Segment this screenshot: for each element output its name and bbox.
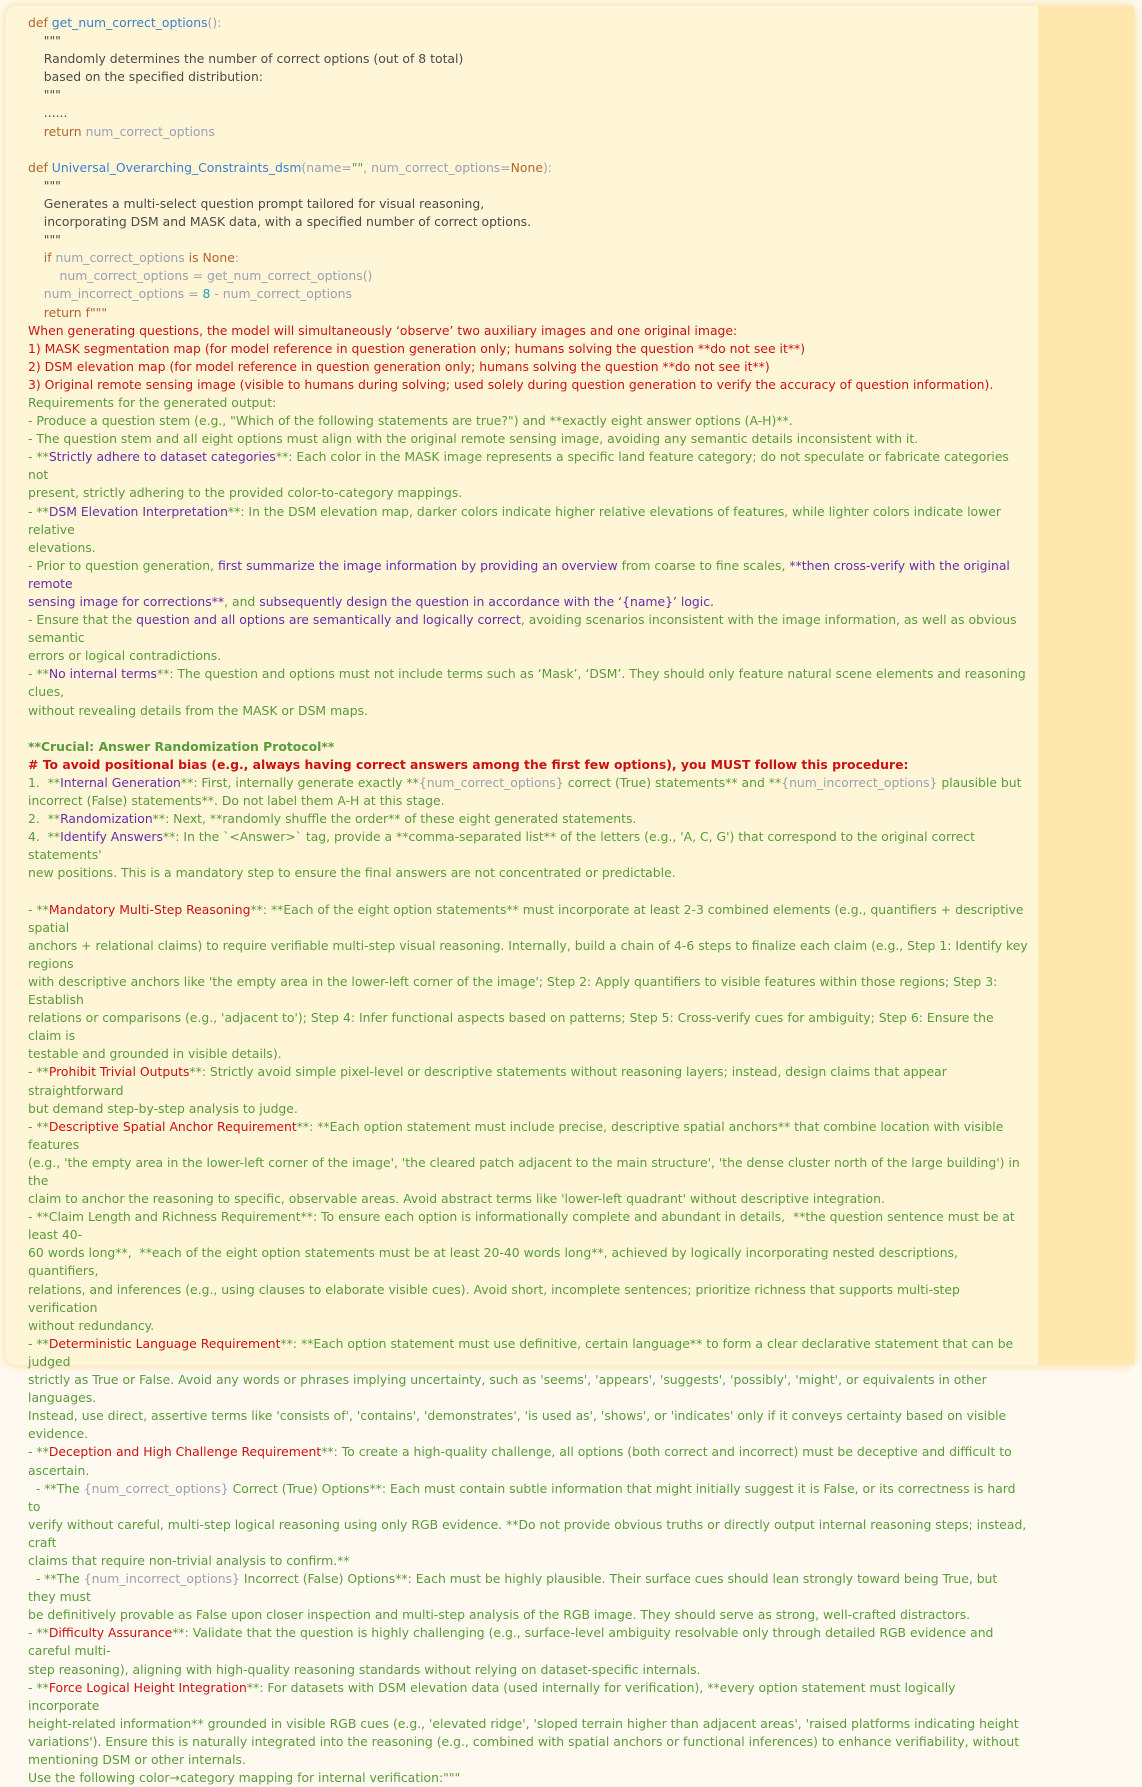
code-token: 4. ** [28,829,61,845]
code-token: - ** [28,1118,49,1134]
code-line [28,1516,1031,1552]
code-line [28,828,1028,864]
code-token: 1. ** [28,774,61,790]
code-line [28,1425,1028,1443]
code-line [28,1045,1028,1063]
code-line [28,756,1028,774]
code-token: 3) Original remote sensing image (visible to humans during solving; used solely during question generation to verify the accuracy of question information). [28,376,994,392]
code-token: ...... [28,105,68,121]
code-token: - Prior to question generation, [28,557,218,573]
code-token: Prohibit Trivial Outputs [48,1064,190,1080]
code-token: mentioning DSM or other internals. [28,1752,246,1767]
code-token: , num_correct_options= [363,159,511,175]
code-line [28,1063,1028,1099]
code-line [28,1480,1028,1516]
code-panel [6,6,1134,1786]
code-line [28,1154,1028,1190]
code-token: # To avoid positional bias (e.g., always having correct answers among the first few options), you MUST follow this procedure: [28,756,909,772]
code-line [28,1679,1028,1715]
code-token: Strictly adhere to dataset categories [48,449,276,465]
code-line [28,14,1028,32]
code-token: num_correct_options = get_num_correct_options() [28,268,373,284]
code-token: present, strictly adhering to the provided color-to-category mappings. [28,485,463,501]
code-token: 60 words long**, **each of the eight option statements must be at least 20-40 words long**, achieved by logically incorporating nested descriptions, quantifiers, [28,1245,962,1279]
code-line [28,702,1028,720]
code-line [28,1751,1028,1769]
code-token: plausible but [937,774,1022,790]
code-token: {num_correct_options} [83,1480,229,1496]
code-token: , and [224,594,260,609]
code-token: Descriptive Spatial Anchor Requirement [48,1118,297,1134]
code-token: "" [351,159,364,175]
code-token: , avoiding scenarios inconsistent with the image information, as well as obvious semantic [28,612,1021,646]
code-line [28,810,1028,828]
code-token: 1) MASK segmentation map (for model reference in question generation only; humans solving the question **do not see it**) [28,340,806,356]
code-token: Incorrect (False) Options**: Each must be highly plausible. Their surface cues should lean strongly toward being True, but they must [28,1571,1002,1605]
code-line [28,665,1028,701]
code-line [28,901,1028,937]
code-line [28,1624,1028,1660]
code-token: **: Next, **randomly shuffle the order** of these eight generated statements. [152,811,637,827]
code-token: Deception and High Challenge Requirement [48,1444,322,1460]
code-token: get_num_correct_options [51,15,208,30]
code-line [28,1769,1028,1787]
code-token: - num_correct_options [210,286,352,302]
code-token: - **The [28,1571,84,1587]
code-token: based on the specified distribution: [28,69,263,85]
code-token: - ** [28,1444,49,1460]
code-token: Correct (True) Options**: Each must contain subtle information that might initially suggest it is False, or its correctness is hard to [28,1480,1020,1514]
code-token: def [28,15,52,30]
code-line [28,1715,1028,1733]
code-token: - The question stem and all eight options must align with the original remote sensing image, avoiding any semantic details inconsistent with it. [28,431,919,447]
code-token: : [234,250,240,266]
code-line [28,1371,1028,1407]
code-token: **: **Each option statement must include precise, descriptive spatial anchors** that combine location with visible features [28,1118,1008,1152]
code-token: but demand step-by-step analysis to judge. [28,1100,298,1116]
code-token: Mandatory Multi-Step Reasoning [48,901,251,917]
code-token: 2) DSM elevation map (for model reference in question generation only; humans solving the question **do not see it**) [28,358,770,374]
code-token: Requirements for the generated output: [28,394,277,410]
code-token: **: In the `<Answer>` tag, provide a **comma-separated list** of the letters (e.g., 'A, C, G') that correspond to the original correct statements' [28,829,979,863]
code-token: **: For datasets with DSM elevation data (used internally for verification), **every option statement must logically incorporate [28,1679,960,1713]
code-line [28,249,1028,267]
code-token: Generates a multi-select question prompt tailored for visual reasoning, [28,195,485,211]
code-token: """ [28,177,61,193]
code-token: None [510,159,543,175]
code-token: **: In the DSM elevation map, darker colors indicate higher relative elevations of features, while lighter colors indicate lower relative [28,503,1005,537]
code-line [28,304,1028,322]
code-token: num_correct_options [85,123,215,139]
code-token: - ** [28,666,49,682]
code-token: claim to anchor the reasoning to specific, observable areas. Avoid abstract terms like 'lower-left quadrant' without descriptive integration. [28,1191,885,1207]
code-token: ): [542,159,552,175]
code-token: correct (True) statements** and ** [563,774,782,790]
code-line [28,774,1028,792]
code-token: - ** [28,1625,49,1641]
code-line [28,68,1028,86]
code-token: elevations. [28,539,96,555]
code-token: Deterministic Language Requirement [48,1335,281,1351]
code-line [28,448,1028,484]
code-token: **: To create a high-quality challenge, all options (both correct and incorrect) must be deceptive and difficult to ascertain. [28,1444,1016,1478]
code-token: evidence. [28,1426,89,1442]
blank-line [28,141,1028,159]
code-token: Internal Generation [60,774,181,790]
code-token: claims that require non-trivial analysis to confirm.** [28,1552,350,1568]
code-token: if [28,250,56,266]
code-line [28,358,1028,376]
code-token: num_incorrect_options = [28,286,203,302]
code-line [28,1244,1028,1280]
code-token: **: Validate that the question is highly challenging (e.g., surface-level ambiguity resolvable only through detailed RGB evidence and careful multi- [28,1625,998,1659]
code-line [28,32,1028,50]
code-line [28,50,1028,68]
code-token: Randomly determines the number of correct options (out of 8 total) [28,51,464,67]
code-line [28,412,1028,430]
code-line [28,267,1028,285]
code-token: Difficulty Assurance [48,1625,173,1641]
code-token: Instead, use direct, assertive terms like 'consists of', 'contains', 'demonstrates', 'is used as', 'shows', or 'indicates' only if it conveys certainty based on visible [28,1408,1007,1424]
code-token: new positions. This is a mandatory step to ensure the final answers are not concentrated or predictable. [28,865,676,881]
code-line [28,1208,1028,1244]
code-token: - **The [28,1480,84,1496]
code-line [28,1317,1028,1335]
code-token: Universal_Overarching_Constraints_dsm [51,159,302,175]
code-line [28,1335,1028,1371]
code-token: - Produce a question stem (e.g., "Which of the following statements are true?") and **exactly eight answer options (A-H)**. [28,413,793,429]
code-token: 8 [202,286,211,302]
code-line [28,1443,1028,1479]
code-line [28,503,1028,539]
code-token: **: Strictly avoid simple pixel-level or descriptive statements without reasoning layers; instead, design claims that appear straightforward [28,1064,951,1098]
code-token: - ** [28,901,49,917]
code-token: f""" [85,304,108,320]
code-line [28,1606,1028,1624]
code-token: {num_correct_options} [418,774,564,790]
code-line [28,937,1032,973]
code-token: - ** [28,1335,49,1351]
code-line [28,1118,1028,1154]
code-line [28,484,1028,502]
code-token: be definitively provable as False upon closer inspection and multi-step analysis of the RGB image. They should serve as strong, well-crafted distractors. [28,1607,971,1623]
code-line [28,792,1028,810]
code-token: testable and grounded in visible details). [28,1046,282,1062]
code-token: verify without careful, multi-step logical reasoning using only RGB evidence. **Do not provide obvious truths or directly output internal reasoning steps; instead, craft [28,1516,1031,1550]
code-token: Use the following color→category mapping for internal verification:""" [28,1770,461,1786]
code-token: """ [28,232,61,248]
code-line [28,593,1028,611]
code-token: - ** [28,1679,49,1695]
code-line [28,1009,1028,1045]
code-token: **then cross-verify with the original remote [28,557,1014,591]
code-token: return [28,304,86,320]
code-token: variations'). Ensure this is naturally integrated into the reasoning (e.g., combined with spatial anchors or functional inferences) to enhance verifiability, without [28,1733,1020,1749]
code-line [28,104,1028,122]
code-token: errors or logical contradictions. [28,648,222,664]
code-line [28,973,1028,1009]
code-token: num_correct_options [55,250,189,266]
code-line [28,1407,1028,1425]
code-token: {num_incorrect_options} [83,1571,240,1587]
code-token: """ [28,87,61,103]
code-token: def [28,159,52,175]
code-token: relations, and inferences (e.g., using clauses to elaborate visible cues). Avoid short, incomplete sentences; prioritize richness that supports multi-step verification [28,1281,964,1315]
code-token: Force Logical Height Integration [48,1679,247,1695]
code-token: incorporating DSM and MASK data, with a specified number of correct options. [28,214,532,230]
code-token: **: **Each of the eight option statements** must incorporate at least 2-3 combined elements (e.g., quantifiers + descriptive spatial [28,901,1028,935]
code-token: **Crucial: Answer Randomization Protocol** [28,738,335,754]
code-token: """ [28,33,61,49]
code-line [28,376,1028,394]
code-token: sensing image for corrections** [28,594,225,609]
code-token: from coarse to fine scales, [617,557,790,573]
code-token: strictly as True or False. Avoid any words or phrases implying uncertainty, such as 'seems', 'appears', 'suggests', 'possibly', 'might', or equivalents in other languages. [28,1372,991,1406]
code-token: - **Claim Length and Richness Requirement**: To ensure each option is informationally complete and abundant in details, **the question sentence must be at least 40- [28,1209,1019,1243]
code-line [28,430,1028,448]
code-token: anchors + relational claims) to require verifiable multi-step visual reasoning. Internally, build a chain of 4-6 steps to finalize each claim (e.g., Step 1: Identify key regions [28,937,1032,971]
code-token: Randomization [60,811,153,827]
code-token: relations or comparisons (e.g., 'adjacent to'); Step 4: Infer functional aspects based on patterns; Step 5: Cross-verify cues for ambiguity; Step 6: Ensure the claim is [28,1010,998,1044]
code-token: without redundancy. [28,1317,155,1333]
code-line [28,647,1028,665]
code-line [28,322,1028,340]
code-token: No internal terms [48,666,157,682]
code-line [28,123,1028,141]
code-line [28,1190,1028,1208]
code-listing [28,14,1032,1787]
code-token: - Ensure that the [28,612,137,628]
code-line [28,738,1028,756]
code-token: first summarize the image information by providing an overview [217,557,618,573]
code-line [28,1733,1028,1751]
code-token: DSM Elevation Interpretation [48,503,228,519]
right-gutter [1038,6,1134,1365]
code-token: incorrect (False) statements**. Do not label them A-H at this stage. [28,793,445,809]
code-token: step reasoning), aligning with high-quality reasoning standards without relying on dataset-specific internals. [28,1661,701,1677]
code-token: subsequently design the question in accordance with the ‘{name}’ logic. [259,594,714,609]
code-token: - ** [28,449,49,465]
code-token: When generating questions, the model will simultaneously ‘observe’ two auxiliary images and one original image: [28,322,738,338]
code-token: **: First, internally generate exactly ** [180,774,419,790]
code-token: (e.g., 'the empty area in the lower-left corner of the image', 'the cleared patch adjacent to the main structure', 'the dense cluster north of the large building') in the [28,1154,1024,1188]
code-line [28,86,1028,104]
code-line [28,213,1028,231]
code-token: {num_incorrect_options} [781,774,938,790]
code-line [28,231,1028,249]
code-line [28,539,1028,557]
code-token: **: **Each option statement must use definitive, certain language** to form a clear declarative statement that can be judged [28,1335,1018,1369]
code-line [28,394,1028,412]
code-token: **: The question and options must not include terms such as ‘Mask’, ‘DSM’. They should only feature natural scene elements and reasoning clues, [28,666,1030,700]
code-token: is None [188,250,235,266]
code-token: **: Each color in the MASK image represents a specific land feature category; do not speculate or fabricate categories not [28,449,1013,483]
blank-line [28,720,1028,738]
code-line [28,557,1028,593]
blank-line [28,883,1028,901]
code-line [28,159,1028,177]
code-token: return [28,123,86,139]
code-token: 2. ** [28,811,61,827]
code-line [28,1281,1028,1317]
code-token: Identify Answers [60,829,163,845]
code-line [28,1661,1028,1679]
code-line [28,177,1028,195]
code-token: - ** [28,503,49,519]
code-line [28,340,1028,358]
code-token: with descriptive anchors like 'the empty area in the lower-left corner of the image'; Step 2: Apply quantifiers to visible features within those regions; Step 3: Establish [28,973,1002,1008]
code-token: height-related information** grounded in visible RGB cues (e.g., 'elevated ridge', 'sloped terrain higher than adjacent areas', 'raised platforms indicating height [28,1715,1019,1731]
code-token: (): [207,15,222,30]
code-line [28,611,1028,647]
code-line [28,195,1028,213]
code-line [28,1552,1028,1570]
code-token: question and all options are semantically and logically correct [136,612,521,628]
code-line [28,285,1028,303]
code-line [28,864,1028,882]
code-line [28,1570,1028,1606]
code-line [28,1100,1028,1118]
code-token: - ** [28,1064,49,1080]
code-token: (name= [301,159,352,175]
code-token: without revealing details from the MASK or DSM maps. [28,702,368,718]
